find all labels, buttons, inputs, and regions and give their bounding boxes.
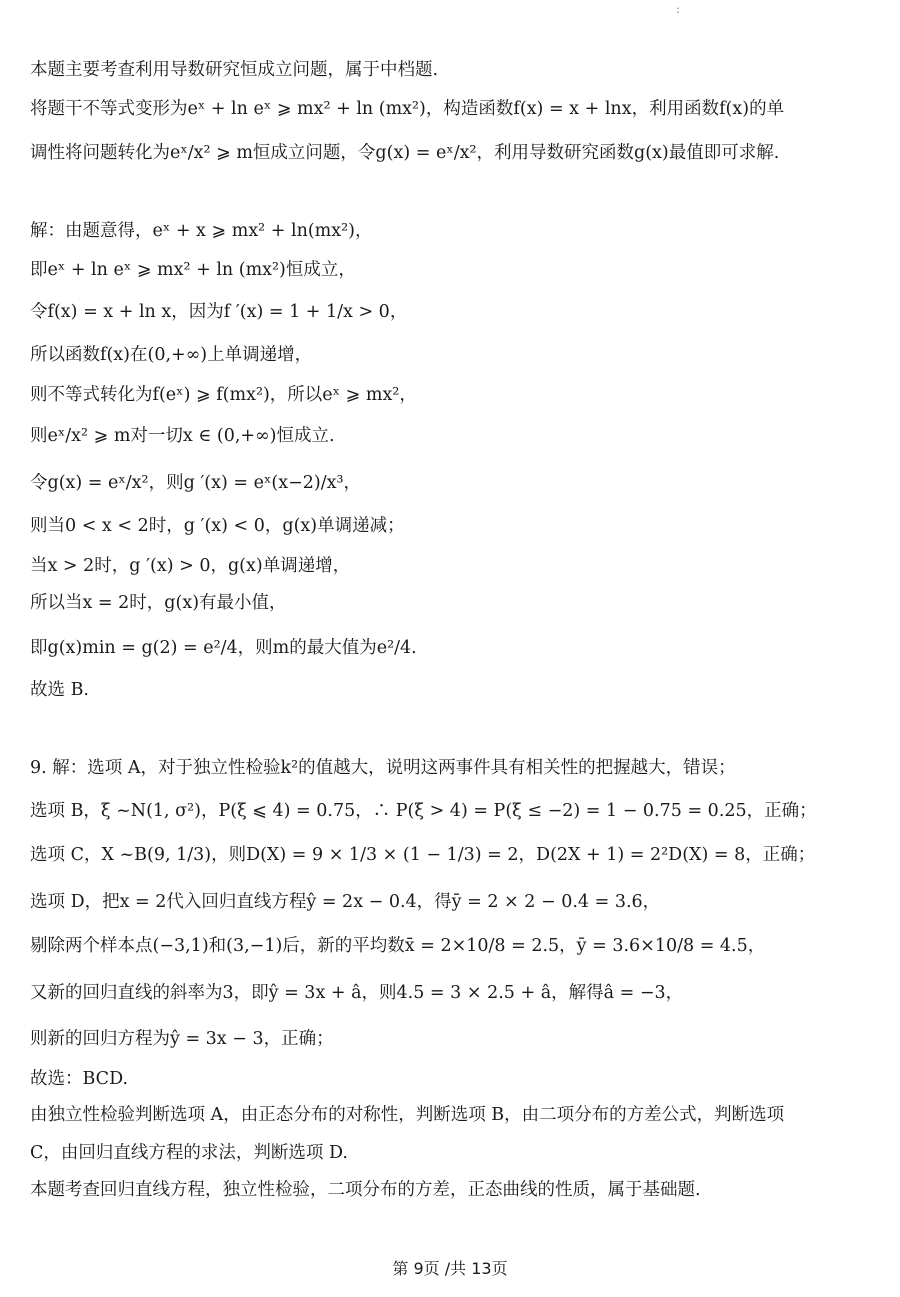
solution-line-11: 即g(x)min = g(2) = e²/4，则m的最大值为e²/4.	[30, 638, 417, 658]
solution-line-1: 解：由题意得，eˣ + x ⩾ mx² + ln(mx²)，	[30, 221, 373, 241]
solution-line-5: 则不等式转化为f(eˣ) ⩾ f(mx²)，所以eˣ ⩾ mx²，	[30, 385, 417, 405]
page-footer: 第 9页 /共 13页	[392, 1259, 508, 1278]
q9-line-9: 由独立性检验判断选项 A，由正态分布的对称性，判断选项 B，由二项分布的方差公式，判断选项	[30, 1105, 785, 1125]
solution-line-12: 故选 B.	[30, 680, 89, 700]
q9-line-8: 故选：BCD.	[30, 1069, 129, 1089]
q9-line-5: 剔除两个样本点(−3,1)和(3,−1)后，新的平均数x̄ = 2×10/8 = 2.5，ȳ = 3.6×10/8 = 4.5，	[30, 936, 766, 956]
q9-line-4: 选项 D，把x = 2代入回归直线方程ŷ = 2x − 0.4，得ȳ = 2 × 2 − 0.4 = 3.6，	[30, 892, 661, 912]
solution-line-3: 令f(x) = x + ln x，因为f ′(x) = 1 + 1/x > 0，	[30, 302, 408, 322]
q9-line-6: 又新的回归直线的斜率为3，即ŷ = 3x + â，则4.5 = 3 × 2.5 + â，解得â = −3，	[30, 983, 684, 1003]
solution-line-2: 即eˣ + ln eˣ ⩾ mx² + ln (mx²)恒成立，	[30, 260, 356, 280]
analysis-line-1: 本题主要考查利用导数研究恒成立问题，属于中档题.	[30, 60, 439, 80]
analysis-line-3: 调性将问题转化为eˣ/x² ⩾ m恒成立问题，令g(x) = eˣ/x²，利用导数研究函数g(x)最值即可求解.	[30, 143, 780, 163]
solution-line-8: 则当0 < x < 2时，g ′(x) < 0，g(x)单调递减；	[30, 516, 405, 536]
corner-mark: :	[676, 2, 681, 16]
q9-line-2: 选项 B，ξ ~N(1, σ²)，P(ξ ⩽ 4) = 0.75，∴ P(ξ > 4) = P(ξ ≤ −2) = 1 − 0.75 = 0.25，正确；	[30, 801, 817, 821]
q9-line-11: 本题考查回归直线方程，独立性检验，二项分布的方差，正态曲线的性质，属于基础题.	[30, 1180, 701, 1200]
q9-line-3: 选项 C，X ~B(9, 1/3)，则D(X) = 9 × 1/3 × (1 − 1/3) = 2，D(2X + 1) = 2²D(X) = 8，正确；	[30, 845, 816, 865]
solution-line-7: 令g(x) = eˣ/x²，则g ′(x) = eˣ(x−2)/x³，	[30, 473, 361, 493]
analysis-line-2: 将题干不等式变形为eˣ + ln eˣ ⩾ mx² + ln (mx²)，构造函数f(x) = x + lnx，利用函数f(x)的单	[30, 99, 785, 119]
solution-line-10: 所以当x = 2时，g(x)有最小值，	[30, 593, 287, 613]
solution-line-6: 则eˣ/x² ⩾ m对一切x ∈ (0,+∞)恒成立.	[30, 426, 335, 446]
solution-line-9: 当x > 2时，g ′(x) > 0，g(x)单调递增，	[30, 556, 351, 576]
q9-line-1: 9. 解：选项 A，对于独立性检验k²的值越大，说明这两事件具有相关性的把握越大，错误；	[30, 758, 736, 778]
solution-line-4: 所以函数f(x)在(0,+∞)上单调递增，	[30, 345, 313, 365]
q9-line-10: C，由回归直线方程的求法，判断选项 D.	[30, 1143, 348, 1163]
q9-line-7: 则新的回归方程为ŷ = 3x − 3，正确；	[30, 1029, 334, 1049]
